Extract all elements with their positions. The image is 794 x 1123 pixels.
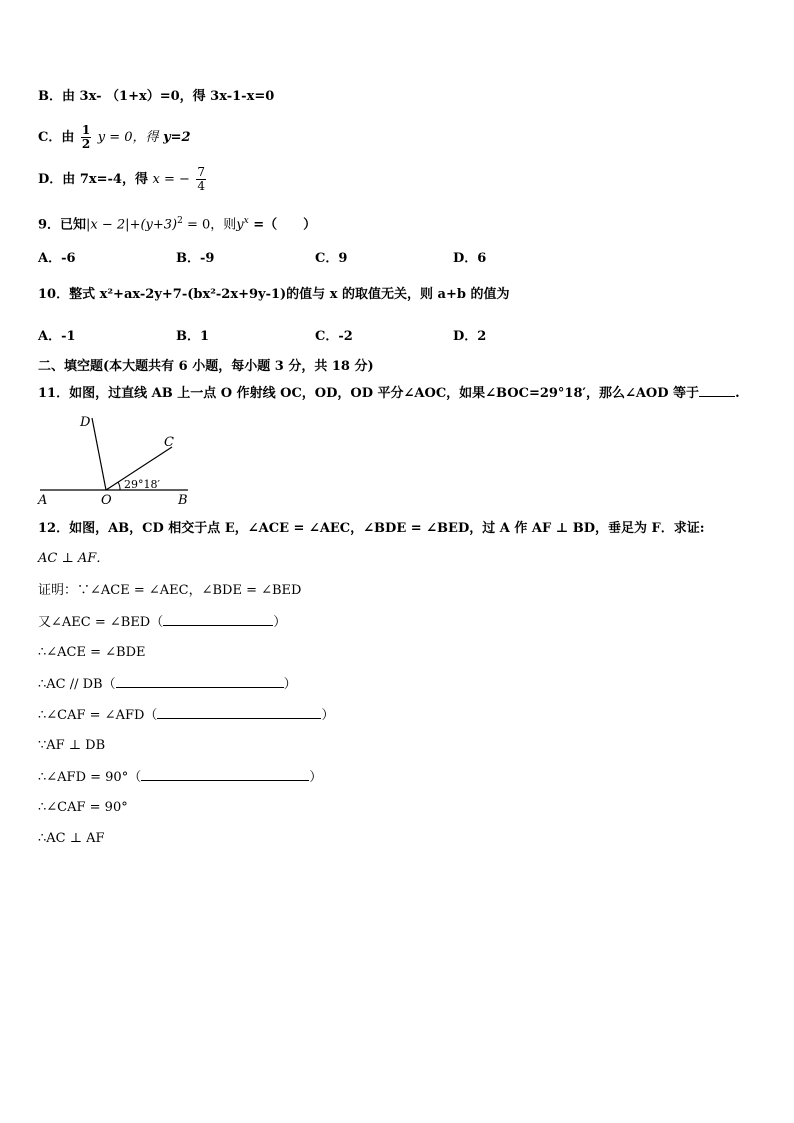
option-d-line: [38, 166, 208, 193]
proof-blank: [157, 706, 321, 719]
q9-option-a: A．-6: [38, 251, 76, 266]
proof-line-1: [38, 582, 301, 600]
q9-intro: 9．已知: [38, 217, 87, 233]
proof-line-7: ∴∠AFD = 90°（ ）: [38, 770, 323, 785]
question-11: [38, 384, 740, 403]
proof-line-6: [38, 737, 105, 755]
angle-label: 29°18′: [124, 478, 160, 491]
proof-blank: [163, 613, 273, 626]
q11-end: .: [735, 386, 740, 401]
q9-option-c: C．9: [315, 251, 348, 266]
label-d: D: [80, 415, 91, 430]
fraction-denominator: 2: [81, 137, 91, 151]
angle-arc: [118, 482, 120, 490]
q9-eq-zero: = 0，则: [182, 217, 237, 233]
q10-option-c: C．-2: [315, 329, 353, 344]
label-c: C: [164, 435, 174, 450]
proof-line-9: [38, 830, 105, 848]
proof-text: ∴AC // DB: [38, 677, 103, 692]
label-b: B: [178, 493, 188, 506]
proof-text: ∴∠ACE = ∠BDE: [38, 645, 146, 660]
proof-blank: [141, 768, 309, 781]
fraction-numerator: 7: [197, 165, 206, 179]
proof-text: ∴∠AFD = 90°: [38, 770, 129, 785]
option-b-expr: 3x- （1+x）=0，得 3x-1-x=0: [79, 89, 275, 104]
q10-option-a: A．-1: [38, 329, 76, 344]
q10-option-b: B．1: [176, 329, 210, 344]
section-2-heading: 二、填空题(本大题共有 6 小题，每小题 3 分，共 18 分): [38, 359, 374, 374]
proof-line-3: [38, 644, 146, 662]
q10-option-d: D．2: [453, 329, 487, 344]
q11-answer-blank: [699, 384, 735, 397]
proof-line-4: ∴AC // DB（ ）: [38, 677, 297, 692]
fraction-numerator: 1: [81, 123, 91, 137]
option-d-fraction: [196, 166, 206, 193]
q9-y-exponent: x: [243, 216, 249, 226]
proof-text: ∴∠CAF = ∠AFD: [38, 708, 145, 723]
proof-text: ∴AC ⊥ AF: [38, 831, 105, 846]
q9-option-b: B．-9: [176, 251, 215, 266]
proof-text: ∵AF ⊥ DB: [38, 738, 106, 753]
q11-figure: [36, 410, 196, 506]
q9-end: =（ ）: [248, 217, 317, 233]
proof-blank: [116, 675, 284, 688]
option-b-label: B．由: [38, 89, 75, 104]
proof-line-5: ∴∠CAF = ∠AFD（ ）: [38, 708, 335, 723]
question-10: 10．整式 x²+ax-2y+7-(bx²-2x+9y-1)的值与 x 的取值无关，则 a+b 的值为: [38, 287, 510, 302]
q9-exponent: 2: [177, 216, 183, 226]
q12-line1: 12．如图，AB，CD 相交于点 E，∠ACE = ∠AEC，∠BDE = ∠BED，过 A 作 AF ⊥ BD，垂足为 F．求证:: [38, 521, 705, 536]
q11-text: 11．如图，过直线 AB 上一点 O 作射线 OC，OD，OD 平分∠AOC，如果∠BOC=29°18′，那么∠AOD 等于: [38, 386, 700, 401]
proof-text: ∴∠CAF = 90°: [38, 800, 128, 815]
proof-text: 又∠AEC = ∠BED: [38, 615, 151, 630]
ray-od: [92, 418, 106, 490]
q9-y: y: [236, 217, 244, 233]
option-c-expr-end: y=2: [163, 130, 191, 145]
option-c-expr-mid: y = 0，得: [97, 130, 159, 145]
proof-line-8: [38, 799, 128, 817]
q9-abs-expr: |x − 2|+(y+3): [86, 217, 178, 233]
label-o: O: [101, 493, 112, 506]
option-c-line: [38, 124, 191, 151]
option-c-label: C．由: [38, 130, 75, 145]
option-d-x-eq: x = −: [152, 172, 190, 187]
option-b-line: [38, 88, 274, 106]
proof-line-2: 又∠AEC = ∠BED（ ）: [38, 615, 287, 630]
proof-text: 证明：∵∠ACE = ∠AEC，∠BDE = ∠BED: [38, 583, 302, 598]
q9-option-d: D．6: [453, 251, 487, 266]
option-d-label: D．由: [38, 172, 76, 187]
fraction-denominator: 4: [197, 179, 206, 193]
question-9: [38, 212, 316, 234]
label-a: A: [38, 493, 48, 506]
option-d-expr-mid: 7x=-4，得: [79, 172, 148, 187]
question-12-line2: AC ⊥ AF．: [38, 551, 110, 566]
question-12-line1: [38, 520, 705, 538]
option-c-fraction: [81, 124, 91, 151]
